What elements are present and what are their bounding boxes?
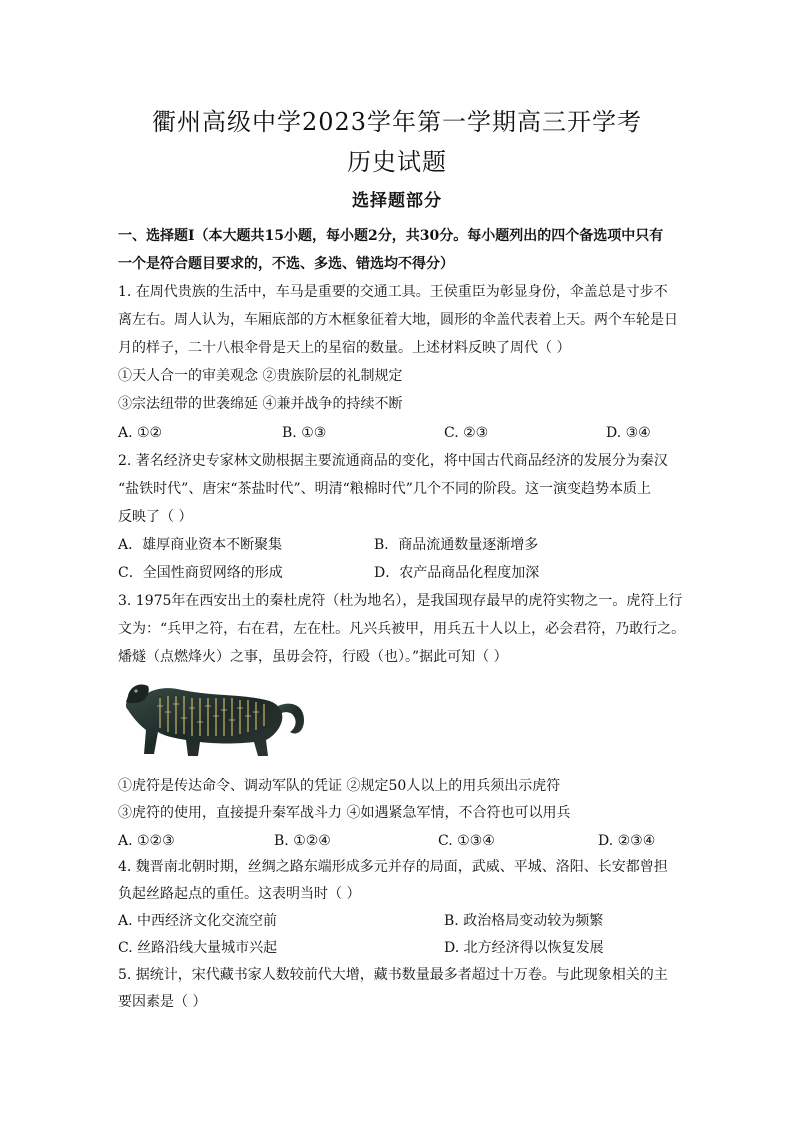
q1-option-a: A. ①② (118, 425, 163, 441)
exam-title: 衢州高级中学2023学年第一学期高三开学考 (151, 108, 643, 136)
q1-line-1: 1. 在周代贵族的生活中，车马是重要的交通工具。王侯重臣为彰显身份，伞盖总是寸步不 (118, 284, 668, 300)
q4-option-b: B. 政治格局变动较为频繁 (444, 913, 604, 929)
q1-option-c: C. ②③ (444, 425, 489, 441)
q1-line-3: 月的样子，二十八根伞骨是天上的星宿的数量。上述材料反映了周代（ ） (118, 340, 571, 356)
instructions-line-1: 一、选择题Ⅰ（本大题共15小题，每小题2分，共30分。每小题列出的四个备选项中只有 (118, 228, 664, 244)
tiger-tally-image (120, 676, 310, 762)
q2-line-1: 2. 著名经济史专家林文勋根据主要流通商品的变化，将中国古代商品经济的发展分为秦汉 (118, 453, 668, 469)
q2-option-a: A．雄厚商业资本不断聚集 (118, 537, 283, 553)
exam-subtitle: 历史试题 (347, 148, 447, 176)
section-heading: 选择题部分 (352, 191, 442, 211)
q3-line-1: 3. 1975年在西安出土的秦杜虎符（杜为地名），是我国现存最早的虎符实物之一。虎符上行 (118, 593, 683, 609)
q4-option-a: A. 中西经济文化交流空前 (118, 913, 278, 929)
instructions-line-2: 一个是符合题目要求的，不选、多选、错选均不得分） (118, 256, 454, 272)
q2-line-2: “盐铁时代”、唐宋“茶盐时代”、明清“粮棉时代”几个不同的阶段。这一演变趋势本质上 (118, 481, 651, 497)
q3-option-a: A. ①②③ (118, 833, 175, 849)
q4-option-c: C. 丝路沿线大量城市兴起 (118, 940, 278, 956)
q1-item-line-2: ③宗法纽带的世袭绵延 ④兼并战争的持续不断 (118, 396, 403, 412)
q3-option-b: B. ①②④ (274, 833, 331, 849)
q5-line-1: 5. 据统计，宋代藏书家人数较前代大增，藏书数量最多者超过十万卷。与此现象相关的主 (118, 967, 668, 983)
q5-line-2: 要因素是（ ） (118, 994, 207, 1010)
q2-option-c: C．全国性商贸网络的形成 (118, 565, 283, 581)
q3-option-d: D. ②③④ (598, 833, 656, 849)
q3-option-c: C. ①③④ (438, 833, 495, 849)
q3-line-3: 燔燧（点燃烽火）之事，虽毋会符，行殴（也）。”据此可知（ ） (118, 649, 508, 665)
q2-option-d: D．农产品商品化程度加深 (374, 565, 540, 581)
q3-item-line-2: ③虎符的使用，直接提升秦军战斗力 ④如遇紧急军情，不合符也可以用兵 (118, 805, 571, 821)
q1-item-line-1: ①天人合一的审美观念 ②贵族阶层的礼制规定 (118, 368, 403, 384)
q1-line-2: 离左右。周人认为，车厢底部的方木框象征着大地，圆形的伞盖代表着上天。两个车轮是日 (118, 312, 678, 328)
q2-line-3: 反映了（ ） (118, 509, 193, 525)
q2-option-b: B．商品流通数量逐渐增多 (374, 537, 539, 553)
q3-item-line-1: ①虎符是传达命令、调动军队的凭证 ②规定50人以上的用兵须出示虎符 (118, 778, 561, 794)
q4-line-2: 负起丝路起点的重任。这表明当时（ ） (118, 886, 361, 902)
q3-line-2: 文为：“兵甲之符，右在君，左在杜。凡兴兵被甲，用兵五十人以上，必会君符，乃敢行之。 (118, 621, 686, 637)
q1-option-b: B. ①③ (282, 425, 327, 441)
q1-option-d: D. ③④ (606, 425, 651, 441)
q4-option-d: D. 北方经济得以恢复发展 (444, 940, 604, 956)
q4-line-1: 4. 魏晋南北朝时期，丝绸之路东端形成多元并存的局面，武威、平城、洛阳、长安都曾担 (118, 859, 668, 875)
